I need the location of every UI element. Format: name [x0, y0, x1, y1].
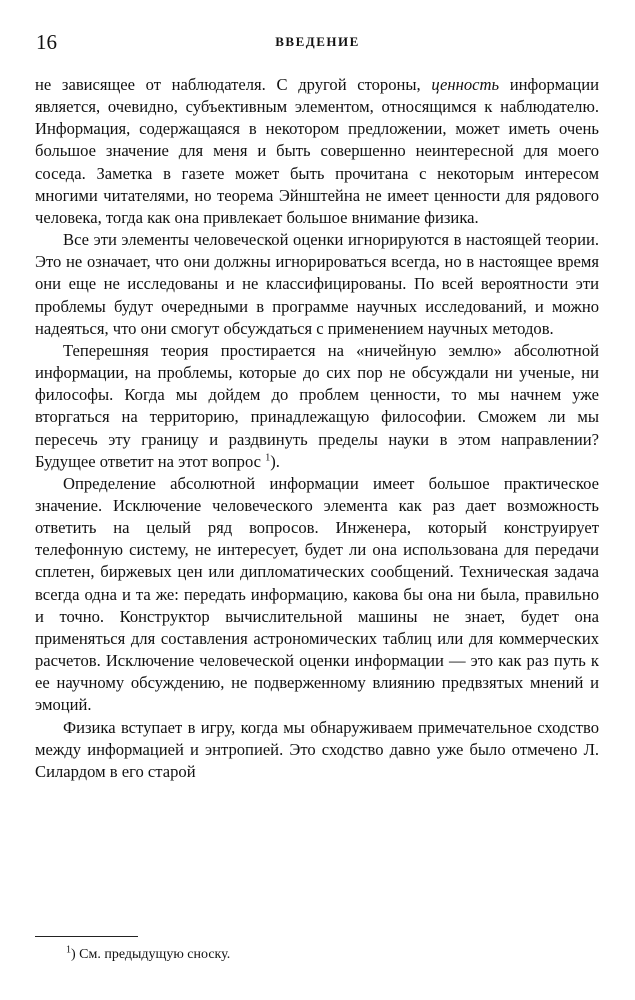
- footnote-number: 1: [66, 944, 71, 956]
- paragraph-3-text: Теперешняя теория простирается на «ничейную землю» абсолютной информации, на проблемы, которые до сих пор не обсуждали ни ученые, ни философы. Когда мы дойдем до проблем ценности, то мы начнем уже вторгаться на территорию, принадлежащую философии. Сможем ли мы пересечь эту границу и раздвинуть пределы науки в этом направлении? Будущее ответит на этот вопрос: [35, 340, 599, 471]
- paragraph-1-text-start: не зависящее от наблюдателя. С другой стороны,: [35, 75, 432, 94]
- paragraph-4: Определение абсолютной информации имеет большое практическое значение. Исключение человеческого элемента как раз дает возможность ответить на целый ряд вопросов. Инженера, который конструирует телефонную систему, не интересует, будет ли она использована для передачи сплетен, биржевых цен или дипломатических сообщений. Техническая задача всегда одна и та же: передать информацию, какова бы она ни была, правильно и точно. Конструктор вычислительной машины не знает, будет она применяться для составления астрономических таблиц или для коммерческих расчетов. Исключение человеческой оценки информации — это как раз путь к ее научному обсуждению, не подверженному влиянию предвзятых мнений и эмоций.: [35, 473, 599, 715]
- paragraph-2: Все эти элементы человеческой оценки игнорируются в настоящей теории. Это не означает, что они должны игнорироваться всегда, но в настоящее время они еще не исследованы и не классифицированы. По всей вероятности эти проблемы будут очередными в программе научных исследований, и можно надеяться, что они смогут обсуждаться с применением научных методов.: [35, 230, 599, 338]
- paragraph-1-text-end: информации является, очевидно, субъективным элементом, относящимся к наблюдателю. Информация, содержащаяся в некотором предложении, может иметь очень большое значение для меня и быть совершенно неинтересной для моего соседа. Заметка в газете может быть прочитана с некоторым интересом многими читателями, но теорема Эйнштейна не имеет ценности для рядового человека, тогда как она привлекает большое внимание физика.: [35, 75, 599, 227]
- footnote-marker: 1: [265, 452, 271, 464]
- footnote-text: ) См. предыдущую сноску.: [71, 947, 231, 962]
- page-number: 16: [36, 30, 57, 54]
- paragraph-1: [35, 74, 599, 229]
- paragraph-3-text-end: ).: [270, 451, 280, 471]
- paragraph-5: Физика вступает в игру, когда мы обнаруживаем примечательное сходство между информацией и энтропией. Это сходство давно уже было отмечено Л. Силардом в его старой: [35, 717, 599, 781]
- body-text: [35, 74, 599, 783]
- footnote: [66, 944, 231, 963]
- footnote-divider: [35, 936, 138, 937]
- page-header: [36, 30, 599, 54]
- paragraph-1-emphasis: ценность: [431, 75, 500, 94]
- running-head: ВВЕДЕНИЕ: [275, 34, 360, 49]
- paragraph-3: [35, 340, 599, 473]
